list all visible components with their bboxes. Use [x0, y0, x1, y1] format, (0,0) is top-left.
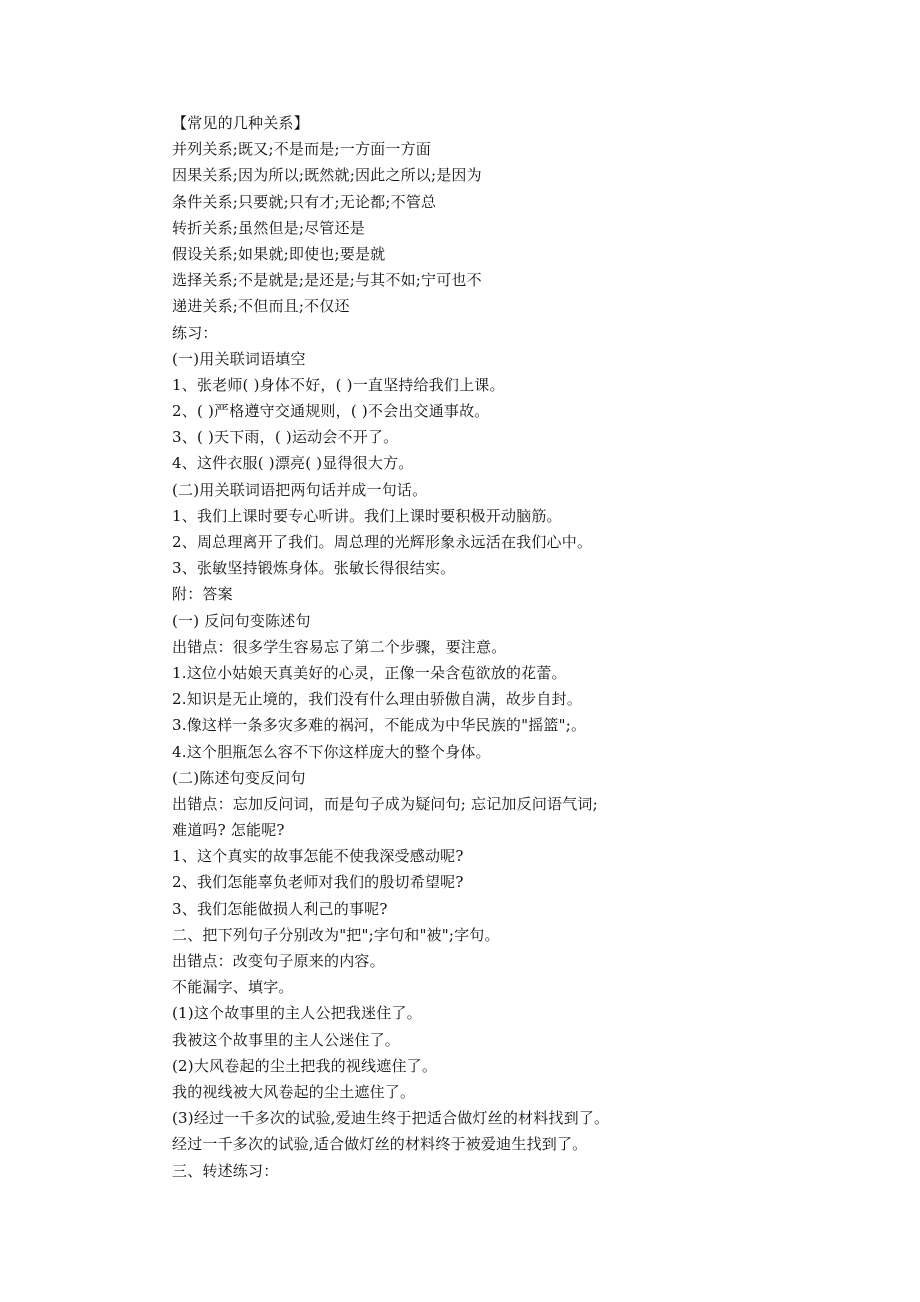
subsection-heading: (一)用关联词语填空: [172, 349, 306, 368]
text-line: 出错点：忘加反问词，而是句子成为疑问句; 忘记加反问语气词;: [172, 794, 598, 813]
section-heading: 三、转述练习：: [172, 1161, 279, 1180]
subsection-heading: (二)陈述句变反问句: [172, 768, 306, 787]
text-line: 我的视线被大风卷起的尘土遮住了。: [172, 1082, 416, 1101]
text-line: 选择关系;不是就是;是还是;与其不如;宁可也不: [172, 271, 482, 290]
text-line: 我被这个故事里的主人公迷住了。: [172, 1030, 401, 1049]
text-line: 难道吗? 怎能呢?: [172, 821, 285, 840]
text-line: 假设关系;如果就;即使也;要是就: [172, 244, 386, 263]
text-line: 4、这件衣服( )漂亮( )显得很大方。: [172, 454, 414, 473]
text-line: 3.像这样一条多灾多难的祸河，不能成为中华民族的"摇篮";。: [172, 716, 587, 735]
exercise-heading: 练习：: [172, 323, 218, 342]
text-line: 3、我们怎能做损人利己的事呢?: [172, 899, 388, 918]
text-line: 2.知识是无止境的，我们没有什么理由骄傲自满，故步自封。: [172, 690, 582, 709]
text-line: 2、( )严格遵守交通规则，( )不会出交通事故。: [172, 402, 490, 421]
text-line: 1、这个真实的故事怎能不使我深受感动呢?: [172, 847, 464, 866]
section-heading: 【常见的几种关系】: [172, 114, 309, 132]
text-line: 出错点：很多学生容易忘了第二个步骤，要注意。: [172, 637, 507, 656]
text-line: (1)这个故事里的主人公把我迷住了。: [172, 1004, 422, 1023]
text-line: 3、张敏坚持锻炼身体。张敏长得很结实。: [172, 559, 456, 578]
document-body: [172, 110, 872, 1184]
text-line: 2、周总理离开了我们。周总理的光辉形象永远活在我们心中。: [172, 533, 593, 551]
text-line: 2、我们怎能辜负老师对我们的殷切希望呢?: [172, 873, 464, 892]
text-line: 不能漏字、填字。: [172, 978, 294, 997]
text-line: 4.这个胆瓶怎么容不下你这样庞大的整个身体。: [172, 742, 491, 761]
text-line: 并列关系;既又;不是而是;一方面一方面: [172, 140, 431, 159]
section-heading: 二、把下列句子分别改为"把";字句和"被";字句。: [172, 925, 500, 944]
answer-heading: 附：答案: [172, 585, 233, 604]
text-line: 3、( )天下雨，( )运动会不开了。: [172, 428, 399, 447]
text-line: 因果关系;因为所以;既然就;因此之所以;是因为: [172, 166, 482, 185]
subsection-heading: (二)用关联词语把两句话并成一句话。: [172, 480, 428, 499]
text-line: (2)大风卷起的尘土把我的视线遮住了。: [172, 1056, 438, 1075]
text-line: 转折关系;虽然但是;尽管还是: [172, 218, 365, 237]
text-line: 1、张老师( )身体不好，( )一直坚持给我们上课。: [172, 375, 505, 394]
text-line: 递进关系;不但而且;不仅还: [172, 297, 350, 316]
text-line: 1.这位小姑娘天真美好的心灵，正像一朵含苞欲放的花蕾。: [172, 663, 567, 682]
text-line: 经过一千多次的试验,适合做灯丝的材料终于被爱迪生找到了。: [172, 1135, 588, 1154]
text-line: 条件关系;只要就;只有才;无论都;不管总: [172, 192, 437, 211]
text-line: 出错点：改变句子原来的内容。: [172, 952, 385, 970]
subsection-heading: (一) 反问句变陈述句: [172, 611, 311, 630]
text-line: 1、我们上课时要专心听讲。我们上课时要积极开动脑筋。: [172, 506, 562, 525]
text-line: (3)经过一千多次的试验,爱迪生终于把适合做灯丝的材料找到了。: [172, 1109, 610, 1128]
